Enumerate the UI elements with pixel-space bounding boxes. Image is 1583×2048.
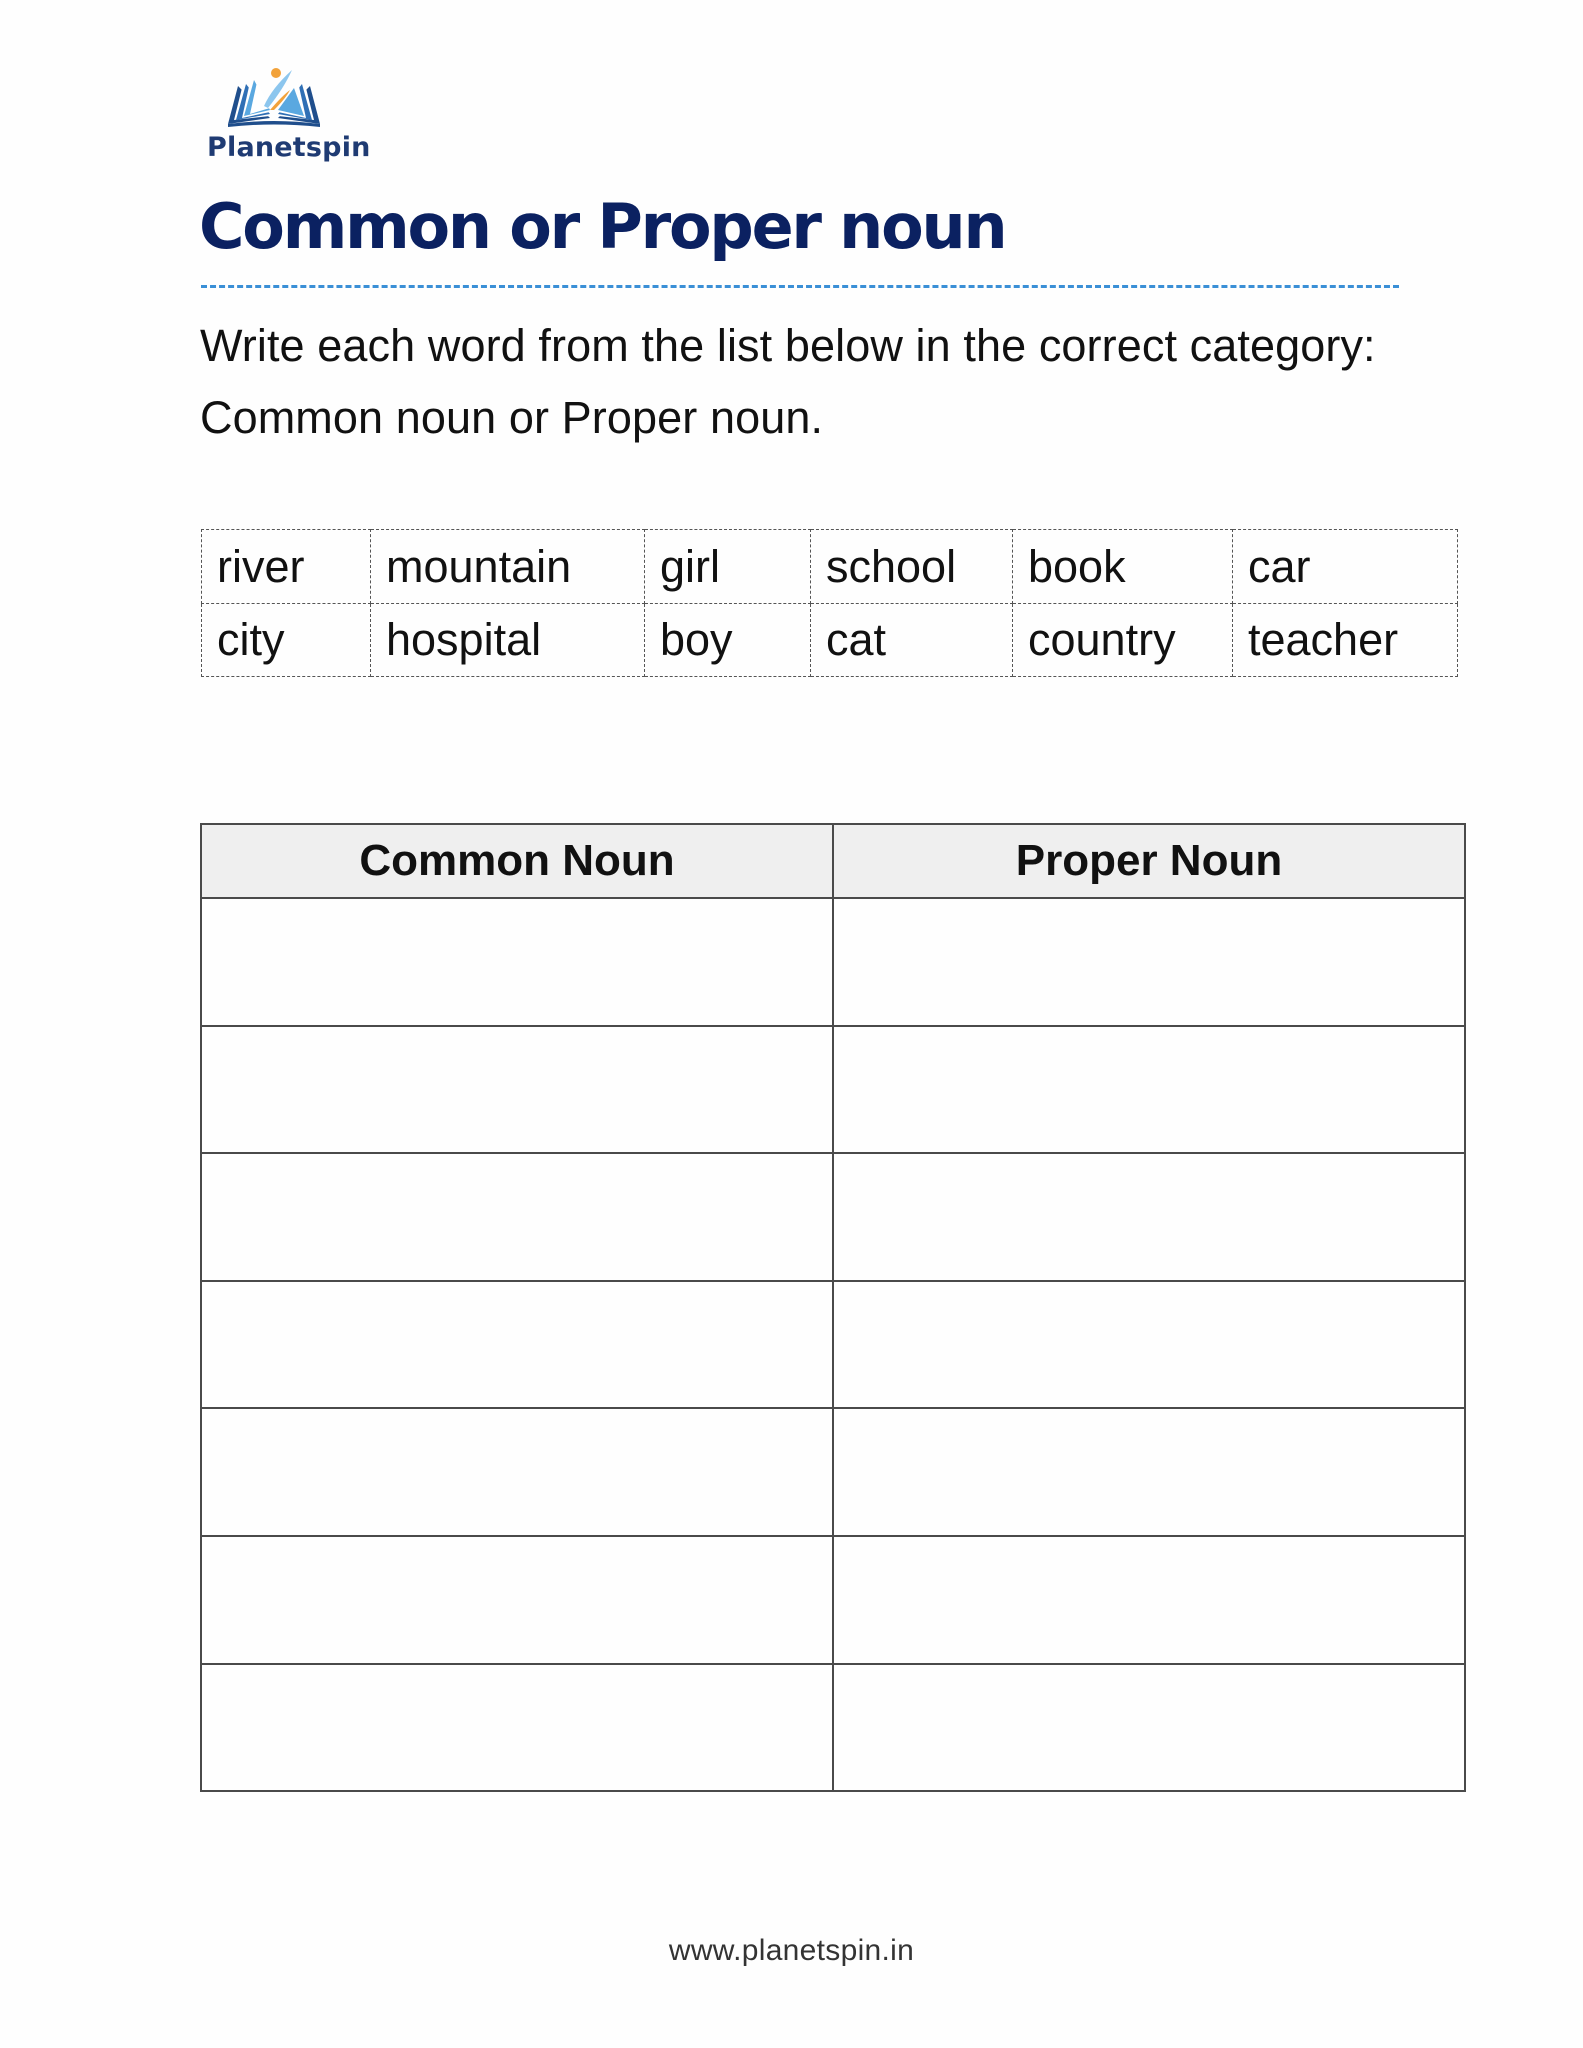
common-noun-answer-cell[interactable] xyxy=(201,898,833,1026)
common-noun-answer-cell[interactable] xyxy=(201,1026,833,1154)
word-cell: hospital xyxy=(371,603,645,677)
table-row xyxy=(201,1664,1465,1792)
proper-noun-answer-cell[interactable] xyxy=(833,1026,1465,1154)
word-cell: river xyxy=(202,530,371,604)
table-row xyxy=(201,1026,1465,1154)
common-noun-header: Common Noun xyxy=(201,824,833,898)
table-row xyxy=(201,898,1465,1026)
word-cell: teacher xyxy=(1233,603,1458,677)
open-book-person-icon xyxy=(224,66,324,128)
noun-sort-table xyxy=(200,823,1466,1792)
word-cell: country xyxy=(1013,603,1233,677)
common-noun-answer-cell[interactable] xyxy=(201,1664,833,1792)
table-header-row xyxy=(201,824,1465,898)
title-divider xyxy=(201,285,1399,288)
word-cell: city xyxy=(202,603,371,677)
word-cell: cat xyxy=(811,603,1013,677)
brand-name: Planetspin xyxy=(207,132,371,163)
proper-noun-answer-cell[interactable] xyxy=(833,1281,1465,1409)
word-bank-row xyxy=(202,530,1458,604)
proper-noun-header: Proper Noun xyxy=(833,824,1465,898)
proper-noun-answer-cell[interactable] xyxy=(833,1664,1465,1792)
word-cell: girl xyxy=(645,530,811,604)
table-row xyxy=(201,1536,1465,1664)
word-cell: car xyxy=(1233,530,1458,604)
footer-url: www.planetspin.in xyxy=(668,1934,915,1967)
page-title: Common or Proper noun xyxy=(199,190,1006,263)
table-row xyxy=(201,1408,1465,1536)
proper-noun-answer-cell[interactable] xyxy=(833,1408,1465,1536)
common-noun-answer-cell[interactable] xyxy=(201,1536,833,1664)
word-cell: book xyxy=(1013,530,1233,604)
common-noun-answer-cell[interactable] xyxy=(201,1281,833,1409)
instruction-line: Common noun or Proper noun. xyxy=(200,392,824,443)
proper-noun-answer-cell[interactable] xyxy=(833,898,1465,1026)
word-cell: mountain xyxy=(371,530,645,604)
word-bank-row xyxy=(202,603,1458,677)
common-noun-answer-cell[interactable] xyxy=(201,1408,833,1536)
instruction-line: Write each word from the list below in the correct category: xyxy=(200,320,1376,371)
instructions xyxy=(200,310,1500,454)
common-noun-answer-cell[interactable] xyxy=(201,1153,833,1281)
proper-noun-answer-cell[interactable] xyxy=(833,1153,1465,1281)
word-cell: school xyxy=(811,530,1013,604)
table-row xyxy=(201,1281,1465,1409)
table-row xyxy=(201,1153,1465,1281)
proper-noun-answer-cell[interactable] xyxy=(833,1536,1465,1664)
word-cell: boy xyxy=(645,603,811,677)
planetspin-logo xyxy=(200,66,371,166)
word-bank-table xyxy=(201,529,1458,677)
